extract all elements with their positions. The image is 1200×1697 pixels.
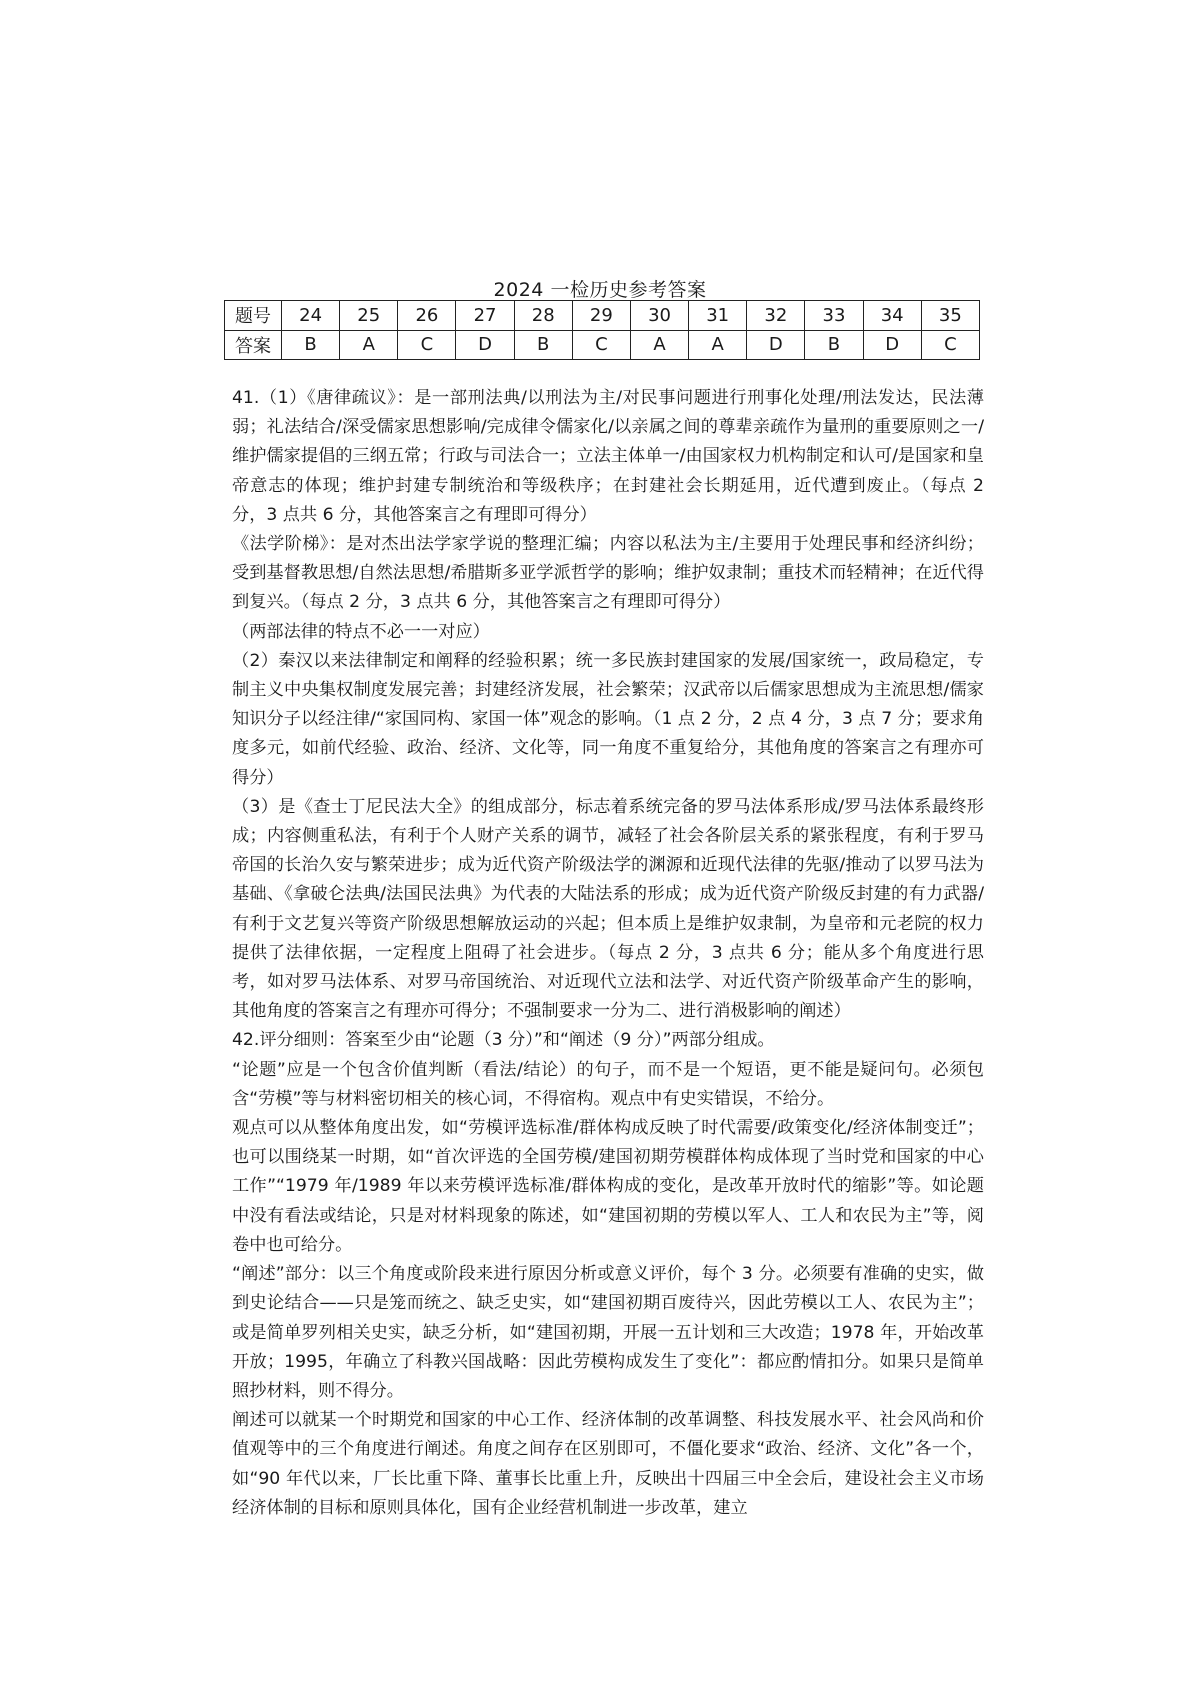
document-title: 2024 一检历史参考答案 [493, 279, 707, 301]
answer-cell: A [340, 330, 398, 360]
q41-part3: （3）是《查士丁尼民法大全》的组成部分，标志着系统完备的罗马法体系形成/罗马法体系最终形成；内容侧重私法，有利于个人财产关系的调节，减轻了社会各阶层关系的紧张程度，有利于罗马帝国的长治久安与繁荣进步；成为近代资产阶级法学的渊源和近现代法律的先驱/推动了以罗马法为基础、《拿破仑法典/法国民法典》为代表的大陆法系的形成；成为近代资产阶级反封建的有力武器/有利于文艺复兴等资产阶级思想解放运动的兴起；但本质上是维护奴隶制，为皇帝和元老院的权力提供了法律依据，一定程度上阻碍了社会进步。（每点 2 分，3 点共 6 分；能从多个角度进行思考，如对罗马法体系、对罗马帝国统治、对近现代立法和法学、对近代资产阶级革命产生的影响，其他角度的答案言之有理亦可得分；不强制要求一分为二、进行消极影响的阐述） [232, 796, 984, 1022]
q41-part1-tanglv: 41.（1）《唐律疏议》：是一部刑法典/以刑法为主/对民事问题进行刑事化处理/刑法发达，民法薄弱；礼法结合/深受儒家思想影响/完成律令儒家化/以亲属之间的尊辈亲疏作为量刑的重要原则之一/维护儒家提倡的三纲五常；行政与司法合一；立法主体单一/由国家权力机构制定和认可/是国家和皇帝意志的体现；维护封建专制统治和等级秩序；在封建社会长期延用，近代遭到废止。（每点 2 分，3 点共 6 分，其他答案言之有理即可得分） [232, 388, 984, 525]
question-number-cell: 27 [456, 301, 514, 331]
q41-part1-note: （两部法律的特点不必一一对应） [232, 621, 490, 642]
answer-cell: D [747, 330, 805, 360]
row-header-question: 题号 [225, 301, 282, 331]
answer-cell: D [456, 330, 514, 360]
question-number-cell: 30 [630, 301, 688, 331]
row-header-answer: 答案 [225, 330, 282, 360]
q42-elaboration-angles: 阐述可以就某一个时期党和国家的中心工作、经济体制的改革调整、科技发展水平、社会风尚和价值观等中的三个角度进行阐述。角度之间存在区别即可，不僵化要求“政治、经济、文化”各一个，如“90 年代以来，厂长比重下降、董事长比重上升，反映出十四届三中全会后，建设社会主义市场经济体制的目标和原则具体化，国有企业经营机制进一步改革，建立 [232, 1410, 984, 1518]
q42-scoring-rules: 42.评分细则：答案至少由“论题（3 分）”和“阐述（9 分）”两部分组成。 [232, 1030, 775, 1051]
question-number-cell: 26 [398, 301, 456, 331]
question-number-cell: 29 [572, 301, 630, 331]
answer-key-table [224, 300, 980, 360]
answer-cell: A [689, 330, 747, 360]
answer-cell: A [630, 330, 688, 360]
q41-part1-institutes: 《法学阶梯》：是对杰出法学家学说的整理汇编；内容以私法为主/主要用于处理民事和经济纠纷；受到基督教思想/自然法思想/希腊斯多亚学派哲学的影响；维护奴隶制；重技术而轻精神；在近代得到复兴。（每点 2 分，3 点共 6 分，其他答案言之有理即可得分） [232, 534, 984, 613]
q42-thesis-examples: 观点可以从整体角度出发，如“劳模评选标准/群体构成反映了时代需要/政策变化/经济体制变迁”；也可以围绕某一时期，如“首次评选的全国劳模/建国初期劳模群体构成体现了当时党和国家的中心工作”“1979 年/1989 年以来劳模评选标准/群体构成的变化，是改革开放时代的缩影”等。如论题中没有看法或结论，只是对材料现象的陈述，如“建国初期的劳模以军人、工人和农民为主”等，阅卷中也可给分。 [232, 1118, 984, 1255]
answer-cell: B [282, 330, 340, 360]
answer-cell: B [805, 330, 863, 360]
answer-cell: D [863, 330, 921, 360]
question-number-cell: 28 [514, 301, 572, 331]
answer-cell: C [398, 330, 456, 360]
question-number-row [225, 301, 980, 331]
question-number-cell: 32 [747, 301, 805, 331]
question-number-cell: 34 [863, 301, 921, 331]
answer-cell: B [514, 330, 572, 360]
answer-cell: C [572, 330, 630, 360]
answer-explanations [232, 384, 984, 1523]
answer-row [225, 330, 980, 360]
q41-part2: （2）秦汉以来法律制定和阐释的经验积累；统一多民族封建国家的发展/国家统一，政局稳定，专制主义中央集权制度发展完善；封建经济发展，社会繁荣；汉武帝以后儒家思想成为主流思想/儒家知识分子以经注律/“家国同构、家国一体”观念的影响。（1 点 2 分，2 点 4 分，3 点 7 分；要求角度多元，如前代经验、政治、经济、文化等，同一角度不重复给分，其他角度的答案言之有理亦可得分） [232, 650, 984, 788]
answer-cell: C [921, 330, 979, 360]
question-number-cell: 25 [340, 301, 398, 331]
question-number-cell: 24 [282, 301, 340, 331]
q42-elaboration-rule: “阐述”部分：以三个角度或阶段来进行原因分析或意义评价，每个 3 分。必须要有准确的史实，做到史论结合——只是笼而统之、缺乏史实，如“建国初期百废待兴，因此劳模以工人、农民为主”；或是简单罗列相关史实，缺乏分析，如“建国初期，开展一五计划和三大改造；1978 年，开始改革开放；1995，年确立了科教兴国战略：因此劳模构成发生了变化”：都应酌情扣分。如果只是简单照抄材料，则不得分。 [232, 1264, 984, 1401]
question-number-cell: 35 [921, 301, 979, 331]
question-number-cell: 31 [689, 301, 747, 331]
q42-thesis-rule: “论题”应是一个包含价值判断（看法/结论）的句子，而不是一个短语，更不能是疑问句。必须包含“劳模”等与材料密切相关的核心词，不得宿构。观点中有史实错误，不给分。 [232, 1059, 984, 1109]
question-number-cell: 33 [805, 301, 863, 331]
